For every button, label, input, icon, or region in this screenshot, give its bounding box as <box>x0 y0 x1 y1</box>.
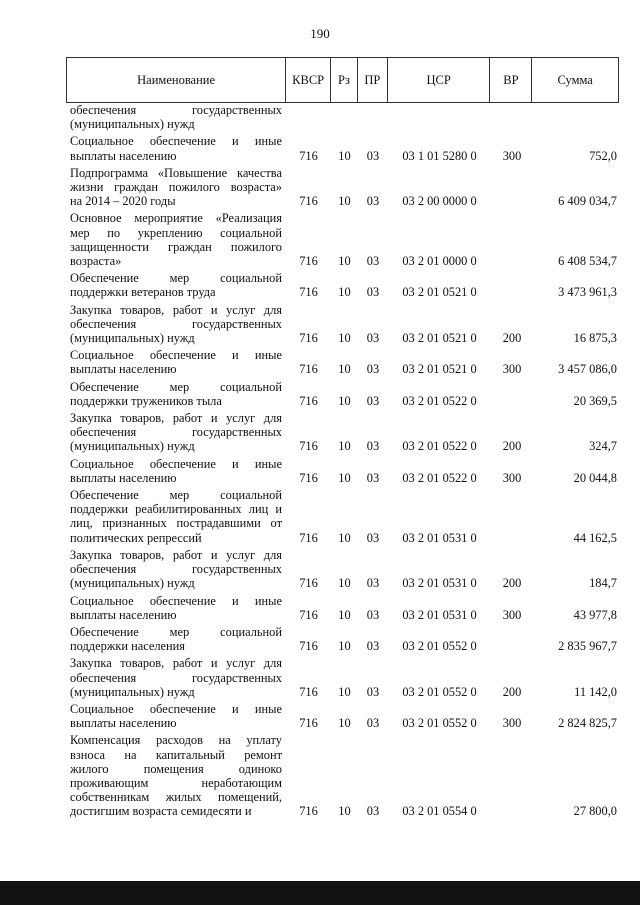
row-name <box>66 380 286 408</box>
row-csr: 03 2 01 0552 0 <box>402 684 477 699</box>
row-name-line: поддержки ветеранов труда <box>70 285 216 300</box>
budget-table <box>66 57 619 822</box>
row-sum: 43 977,8 <box>573 607 617 622</box>
row-rz: 10 <box>338 684 351 699</box>
row-rz: 10 <box>338 804 351 819</box>
row-pr: 03 <box>366 470 380 485</box>
row-csr: 03 2 01 0531 0 <box>402 607 477 622</box>
row-pr: 03 <box>366 148 380 163</box>
row-sum: 11 142,0 <box>574 684 617 699</box>
row-name-line: (муниципальных) нужд <box>70 684 195 699</box>
row-name-line: Закупка товаров, работ и услуг для <box>70 547 282 562</box>
row-vr: 200 <box>502 331 522 346</box>
row-name-line: (муниципальных) нужд <box>70 331 195 346</box>
row-name-line: на 2014 – 2020 годы <box>70 194 176 209</box>
row-rz: 10 <box>338 393 351 408</box>
row-vr: 300 <box>502 362 522 377</box>
row-name <box>66 733 286 818</box>
row-name-line: выплаты населению <box>70 470 177 485</box>
row-pr: 03 <box>366 393 380 408</box>
row-sum: 20 369,5 <box>573 393 617 408</box>
row-name-line: жизни граждан пожилого возраста» <box>70 180 282 195</box>
row-name-line: (муниципальных) нужд <box>70 439 195 454</box>
row-vr: 200 <box>502 684 522 699</box>
row-kvsr: 716 <box>299 148 318 163</box>
row-pr: 03 <box>366 639 380 654</box>
row-vr: 300 <box>502 148 522 163</box>
row-name-line: возраста» <box>70 254 122 269</box>
row-name-line: обеспечения государственных <box>70 316 282 331</box>
header-csr: ЦСР <box>388 58 491 102</box>
row-name-line: Социальное обеспечение и иные <box>70 701 282 716</box>
header-rz: Рз <box>331 58 358 102</box>
row-name <box>66 166 286 209</box>
row-vr: 300 <box>502 607 522 622</box>
row-rz: 10 <box>338 470 351 485</box>
row-name-line: достигшим возраста семидесяти и <box>70 804 252 819</box>
row-kvsr: 716 <box>299 362 318 377</box>
row-name <box>66 656 286 699</box>
row-name-line: Закупка товаров, работ и услуг для <box>70 411 282 426</box>
row-name-line: защищенности граждан пожилого <box>70 239 282 254</box>
row-csr: 03 2 01 0522 0 <box>402 393 477 408</box>
table-header <box>66 57 619 103</box>
row-name-line: выплаты населению <box>70 716 177 731</box>
row-kvsr: 716 <box>299 576 318 591</box>
row-csr: 03 2 01 0552 0 <box>402 716 477 731</box>
row-kvsr: 716 <box>299 684 318 699</box>
row-name-line: Обеспечение мер социальной <box>70 379 282 394</box>
row-kvsr: 716 <box>299 716 318 731</box>
row-name <box>66 103 286 131</box>
row-name <box>66 134 286 162</box>
row-kvsr: 716 <box>299 639 318 654</box>
row-name-line: Обеспечение мер социальной <box>70 624 282 639</box>
row-name-line: жилого помещения одиноко <box>70 761 282 776</box>
row-name-line: Обеспечение мер социальной <box>70 271 282 286</box>
row-csr: 03 2 01 0000 0 <box>402 254 477 269</box>
row-sum: 16 875,3 <box>573 331 617 346</box>
table-row <box>66 488 619 548</box>
table-row <box>66 656 619 702</box>
page-number: 190 <box>310 26 330 41</box>
header-vr: ВР <box>490 58 532 102</box>
row-sum: 44 162,5 <box>573 530 617 545</box>
table-row <box>66 411 619 457</box>
row-name-line: выплаты населению <box>70 362 177 377</box>
row-csr: 03 2 01 0521 0 <box>402 331 477 346</box>
scan-bottom-border <box>0 881 640 905</box>
row-name-line: Компенсация расходов на уплату <box>70 733 282 748</box>
row-csr: 03 2 01 0531 0 <box>402 530 477 545</box>
row-name-line: Социальное обеспечение и иные <box>70 593 282 608</box>
row-pr: 03 <box>366 804 380 819</box>
row-name <box>66 594 286 622</box>
row-pr: 03 <box>366 607 380 622</box>
row-name-line: Социальное обеспечение и иные <box>70 456 282 471</box>
row-csr: 03 2 01 0522 0 <box>402 439 477 454</box>
row-name-line: обеспечения государственных <box>70 562 282 577</box>
row-pr: 03 <box>366 254 380 269</box>
row-csr: 03 1 01 5280 0 <box>402 148 477 163</box>
row-sum: 6 409 034,7 <box>558 194 617 209</box>
row-kvsr: 716 <box>299 439 318 454</box>
row-kvsr: 716 <box>299 254 318 269</box>
row-pr: 03 <box>366 439 380 454</box>
row-name-line: обеспечения государственных <box>70 425 282 440</box>
row-name <box>66 488 286 545</box>
row-name-line: Социальное обеспечение и иные <box>70 348 282 363</box>
row-name-line: мер по укреплению социальной <box>70 225 282 240</box>
row-name <box>66 303 286 346</box>
row-kvsr: 716 <box>299 331 318 346</box>
table-row <box>66 625 619 656</box>
header-kvsr: КВСР <box>286 58 331 102</box>
row-name-line: взноса на капитальный ремонт <box>70 747 282 762</box>
row-pr: 03 <box>366 684 380 699</box>
row-pr: 03 <box>366 576 380 591</box>
row-name-line: выплаты населению <box>70 607 177 622</box>
row-pr: 03 <box>366 285 380 300</box>
row-name-line: Закупка товаров, работ и услуг для <box>70 656 282 671</box>
table-row <box>66 166 619 212</box>
row-kvsr: 716 <box>299 393 318 408</box>
table-row <box>66 103 619 134</box>
row-sum: 27 800,0 <box>573 804 617 819</box>
row-rz: 10 <box>338 362 351 377</box>
row-rz: 10 <box>338 194 351 209</box>
row-kvsr: 716 <box>299 470 318 485</box>
row-kvsr: 716 <box>299 607 318 622</box>
table-row <box>66 380 619 411</box>
row-rz: 10 <box>338 530 351 545</box>
row-csr: 03 2 00 0000 0 <box>402 194 477 209</box>
row-name <box>66 625 286 653</box>
row-name <box>66 211 286 268</box>
row-csr: 03 2 01 0521 0 <box>402 362 477 377</box>
row-pr: 03 <box>366 716 380 731</box>
row-vr: 200 <box>502 576 522 591</box>
row-pr: 03 <box>366 530 380 545</box>
row-name-line: Обеспечение мер социальной <box>70 488 282 503</box>
table-row <box>66 134 619 165</box>
row-name <box>66 457 286 485</box>
header-pr: ПР <box>358 58 388 102</box>
row-vr: 200 <box>502 439 522 454</box>
header-name: Наименование <box>67 58 286 102</box>
row-kvsr: 716 <box>299 530 318 545</box>
table-row <box>66 548 619 594</box>
table-row <box>66 457 619 488</box>
row-sum: 3 473 961,3 <box>558 285 617 300</box>
row-name-line: поддержки реабилитированных лиц и <box>70 502 282 517</box>
row-name <box>66 548 286 591</box>
table-row <box>66 594 619 625</box>
row-rz: 10 <box>338 254 351 269</box>
row-rz: 10 <box>338 716 351 731</box>
row-rz: 10 <box>338 331 351 346</box>
row-csr: 03 2 01 0531 0 <box>402 576 477 591</box>
row-kvsr: 716 <box>299 285 318 300</box>
row-sum: 20 044,8 <box>573 470 617 485</box>
table-row <box>66 271 619 302</box>
row-name-line: политических репрессий <box>70 530 202 545</box>
row-name-line: выплаты населению <box>70 148 177 163</box>
row-rz: 10 <box>338 607 351 622</box>
row-name-line: Социальное обеспечение и иные <box>70 134 282 149</box>
row-rz: 10 <box>338 285 351 300</box>
row-name-line: Подпрограмма «Повышение качества <box>70 165 282 180</box>
table-row <box>66 303 619 349</box>
row-name <box>66 411 286 454</box>
row-vr: 300 <box>502 716 522 731</box>
row-name-line: поддержки тружеников тыла <box>70 393 222 408</box>
row-name-line: (муниципальных) нужд <box>70 117 195 132</box>
row-pr: 03 <box>366 362 380 377</box>
table-row <box>66 733 619 821</box>
row-name-line: собственникам жилых помещений, <box>70 790 282 805</box>
row-vr: 300 <box>502 470 522 485</box>
table-body <box>66 103 619 822</box>
row-name-line: поддержки населения <box>70 639 186 654</box>
row-rz: 10 <box>338 148 351 163</box>
row-pr: 03 <box>366 331 380 346</box>
row-csr: 03 2 01 0522 0 <box>402 470 477 485</box>
row-name-line: (муниципальных) нужд <box>70 576 195 591</box>
row-sum: 2 835 967,7 <box>558 639 617 654</box>
row-sum: 184,7 <box>589 576 617 591</box>
table-row <box>66 702 619 733</box>
row-name-line: лиц, признанных пострадавшими от <box>70 516 282 531</box>
row-pr: 03 <box>366 194 380 209</box>
row-rz: 10 <box>338 639 351 654</box>
row-csr: 03 2 01 0554 0 <box>402 804 477 819</box>
table-row <box>66 348 619 379</box>
row-name <box>66 348 286 376</box>
row-sum: 752,0 <box>589 148 617 163</box>
row-name <box>66 271 286 299</box>
row-name-line: обеспечения государственных <box>70 103 282 117</box>
row-name-line: проживающим неработающим <box>70 775 282 790</box>
row-sum: 2 824 825,7 <box>558 716 617 731</box>
row-name <box>66 702 286 730</box>
row-csr: 03 2 01 0521 0 <box>402 285 477 300</box>
row-name-line: обеспечения государственных <box>70 670 282 685</box>
row-kvsr: 716 <box>299 804 318 819</box>
row-name-line: Закупка товаров, работ и услуг для <box>70 302 282 317</box>
row-sum: 3 457 086,0 <box>558 362 617 377</box>
header-sum: Сумма <box>557 72 593 87</box>
row-rz: 10 <box>338 576 351 591</box>
row-csr: 03 2 01 0552 0 <box>402 639 477 654</box>
table-row <box>66 211 619 271</box>
row-sum: 324,7 <box>589 439 617 454</box>
row-sum: 6 408 534,7 <box>558 254 617 269</box>
row-rz: 10 <box>338 439 351 454</box>
row-kvsr: 716 <box>299 194 318 209</box>
row-name-line: Основное мероприятие «Реализация <box>70 211 282 226</box>
